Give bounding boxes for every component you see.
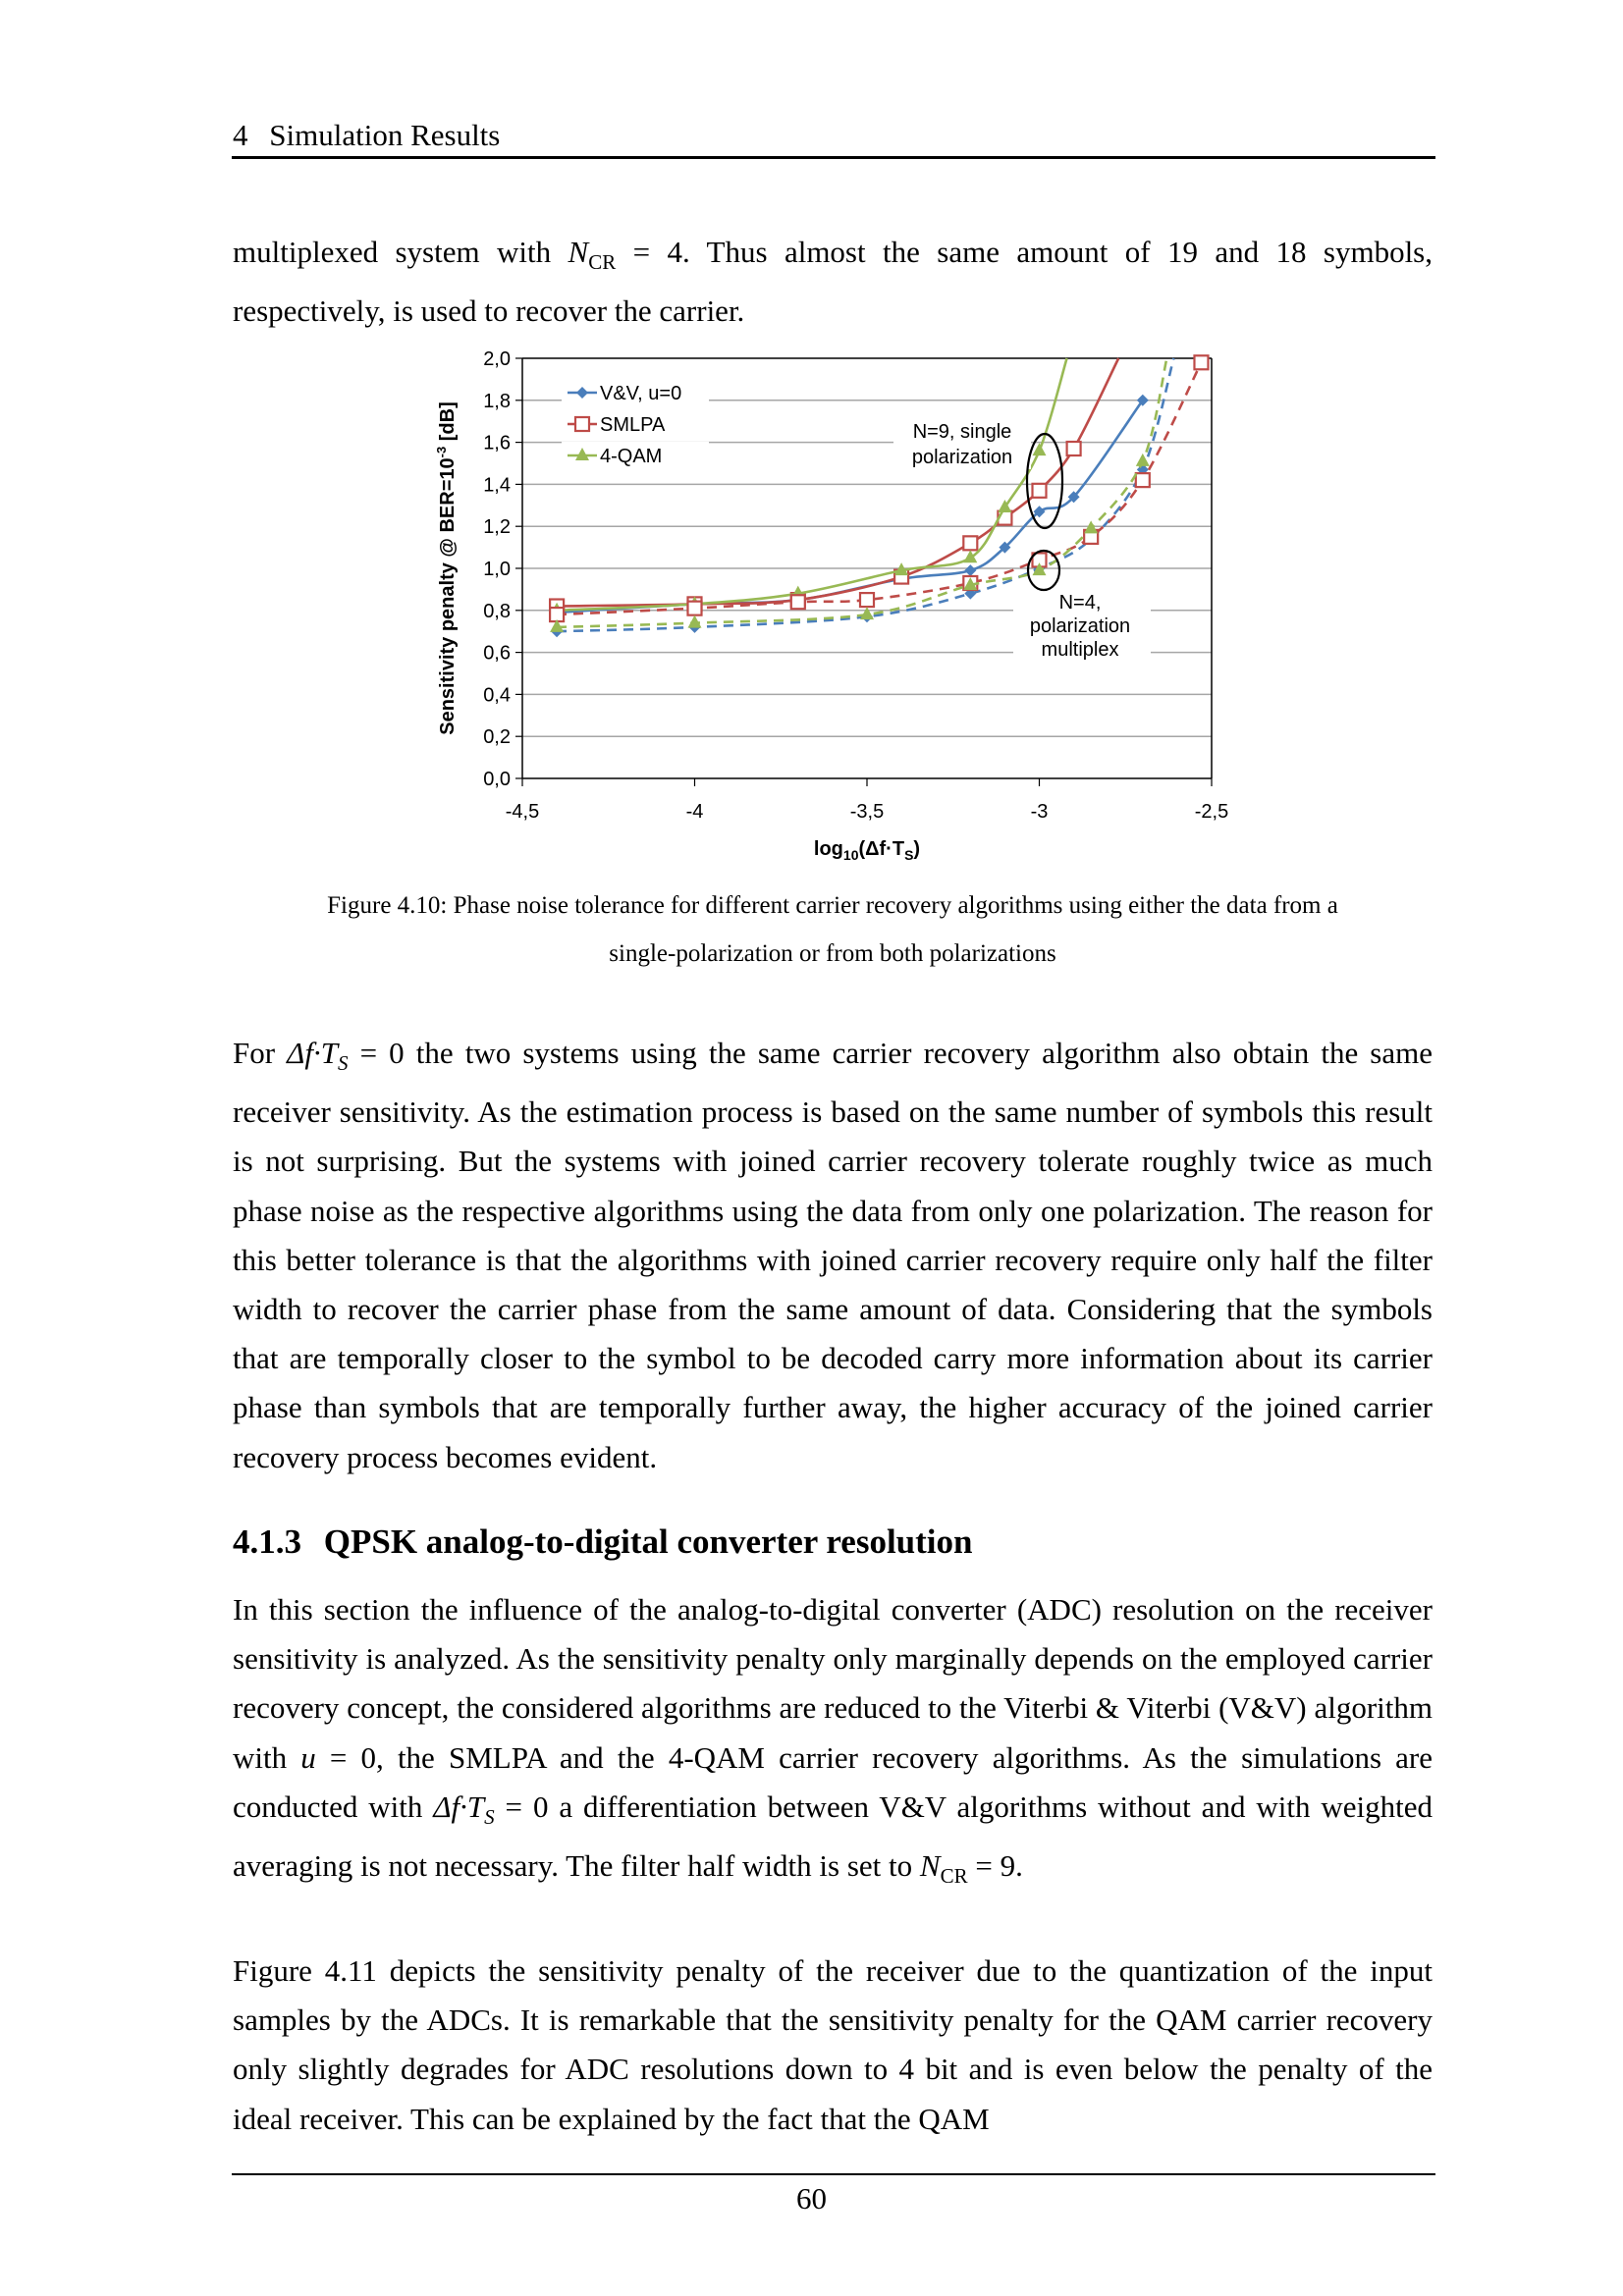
y-tick-label: 2,0 <box>483 348 511 370</box>
square-marker-icon <box>860 593 874 607</box>
y-tick-label: 0,8 <box>483 600 511 622</box>
annotation-single-polarization: polarization <box>911 447 1013 468</box>
math-expr-tail: = 9. <box>967 1848 1023 1884</box>
figure-caption <box>233 881 1433 978</box>
legend-item <box>562 442 709 469</box>
square-marker-icon <box>963 536 977 550</box>
annotation-single-polarization: N=9, single <box>912 421 1012 443</box>
x-tick-label: -4,5 <box>505 801 540 823</box>
caption-line-1: Figure 4.10: Phase noise tolerance for different carrier recovery algorithms using either the data from a <box>327 892 1338 919</box>
square-marker-icon <box>1194 355 1208 369</box>
caption-line-2: single-polarization or from both polarizations <box>609 940 1056 967</box>
y-tick-label: 0,6 <box>483 642 511 665</box>
triangle-marker-icon <box>688 615 702 628</box>
math-subscript: S <box>337 1051 349 1075</box>
square-marker-icon <box>1033 484 1047 498</box>
annotation-polarization-multiplex: N=4, <box>1058 592 1102 614</box>
chart-legend <box>562 379 709 469</box>
paragraph-2 <box>233 1029 1433 1482</box>
legend-item <box>562 379 709 406</box>
y-tick-label: 0,2 <box>483 726 511 749</box>
paragraph-3 <box>233 1585 1433 1900</box>
x-tick-label: -4 <box>685 801 704 823</box>
square-marker-icon <box>1067 442 1081 455</box>
paragraph-text: a differentiation between V&V algorithms without and with weighted averaging is not necessary. The filter half width is set to <box>233 1789 1434 1884</box>
section-number: 4.1.3 <box>233 1522 301 1561</box>
ellipse-single-polarization <box>1027 434 1062 528</box>
math-expr-tail: = 0 <box>315 1739 377 1775</box>
math-var: N <box>568 235 589 269</box>
square-marker-icon <box>688 602 702 615</box>
chapter-title: Simulation Results <box>269 118 501 152</box>
y-tick-label: 0,4 <box>483 684 511 707</box>
section-title: QPSK analog-to-digital converter resolution <box>323 1522 973 1561</box>
paragraph-text: = 4. Thus almost the same amount of 19 and 18 symbols, respectively, is used to recover the carrier. <box>233 235 1434 329</box>
running-header <box>233 116 500 155</box>
y-tick-label: 1,2 <box>483 516 511 539</box>
x-tick-label: -3 <box>1030 801 1049 823</box>
y-tick-label: 1,8 <box>483 390 511 412</box>
header-rule <box>232 156 1435 159</box>
paragraph-1 <box>233 228 1433 336</box>
annotation-polarization-multiplex: multiplex <box>1041 639 1119 661</box>
math-var: u <box>300 1739 316 1775</box>
y-tick-label: 0,0 <box>483 769 511 790</box>
math-subscript: CR <box>588 250 617 274</box>
paragraph-text: the two systems using the same carrier recovery algorithm also obtain the same receiver sensitivity. As the estimation process is based on the same number of symbols this result is not surprising. But the systems with joined carrier recovery tolerate roughly twice as much phase noise as the respective algorithms using the data from only one polarization. The reason for this better tolerance is that the algorithms with joined carrier recovery require only half the filter width to recover the carrier phase from the same amount of data. Considering that the symbols that are temporally closer to the symbol to be decoded carry more information about its carrier phase than symbols that are temporally further away, the higher accuracy of the joined carrier recovery process becomes evident. <box>233 1036 1434 1474</box>
math-subscript: S <box>484 1804 495 1829</box>
phase-noise-tolerance-chart <box>412 334 1257 874</box>
legend-label: V&V, u=0 <box>600 383 682 404</box>
y-axis-label: Sensitivity penalty @ $BER=10^{-3}$ [dB] <box>434 401 459 735</box>
math-var: N <box>919 1848 941 1884</box>
footer-rule <box>232 2173 1435 2175</box>
section-heading <box>233 1518 973 1567</box>
triangle-marker-icon <box>963 550 977 562</box>
square-marker-icon <box>791 595 805 609</box>
y-tick-label: 1,4 <box>483 474 511 497</box>
x-tick-label: -3,5 <box>849 801 885 823</box>
math-subscript: CR <box>940 1864 968 1889</box>
x-tick-label: -2,5 <box>1194 801 1229 823</box>
y-tick-label: 1,6 <box>483 432 511 454</box>
square-marker-icon <box>1136 473 1150 487</box>
paragraph-text: For <box>233 1036 288 1070</box>
legend-item <box>562 410 709 438</box>
triangle-marker-icon <box>860 607 874 619</box>
square-marker-icon <box>575 417 589 431</box>
y-tick-label: 1,0 <box>483 559 511 580</box>
math-expr: Δf·T <box>433 1789 485 1824</box>
math-expr-tail: = 0 <box>348 1036 405 1070</box>
paragraph-text: In this section the influence of the analog-to-digital converter (ADC) resolution on the receiver sensitivity is analyzed. As the sensitivity penalty only marginally depends on the employed carrier recovery concept, the considered algorithms are reduced to the Viterbi & Viterbi (V&V) algorithm with <box>233 1592 1433 1775</box>
legend-label: SMLPA <box>600 414 666 436</box>
paragraph-4: Figure 4.11 depicts the sensitivity penalty of the receiver due to the quantization of the input samples by the ADCs. It is remarkable that the sensitivity penalty for the QAM carrier recovery only slightly degrades for ADC resolutions down to 4 bit and is even below the penalty of the ideal receiver. This can be explained by the fact that the QAM <box>233 1953 1433 2136</box>
paragraph-text: multiplexed system with <box>233 235 568 269</box>
math-expr-tail: = 0 <box>494 1789 549 1824</box>
diamond-marker-icon <box>964 564 976 576</box>
chart-annotations <box>893 412 1151 667</box>
math-expr: Δf·T <box>287 1036 338 1070</box>
legend-label: 4-QAM <box>600 446 663 467</box>
x-axis-label: $\log_{10}(\Delta f\cdot T_S)$ <box>813 838 921 863</box>
page-number: 60 <box>796 2181 827 2216</box>
chapter-number: 4 <box>233 118 248 152</box>
annotation-polarization-multiplex: polarization <box>1029 615 1131 637</box>
paragraph-text: , the SMLPA and the 4-QAM carrier recovery algorithms. As the simulations are conducted with <box>233 1739 1434 1824</box>
